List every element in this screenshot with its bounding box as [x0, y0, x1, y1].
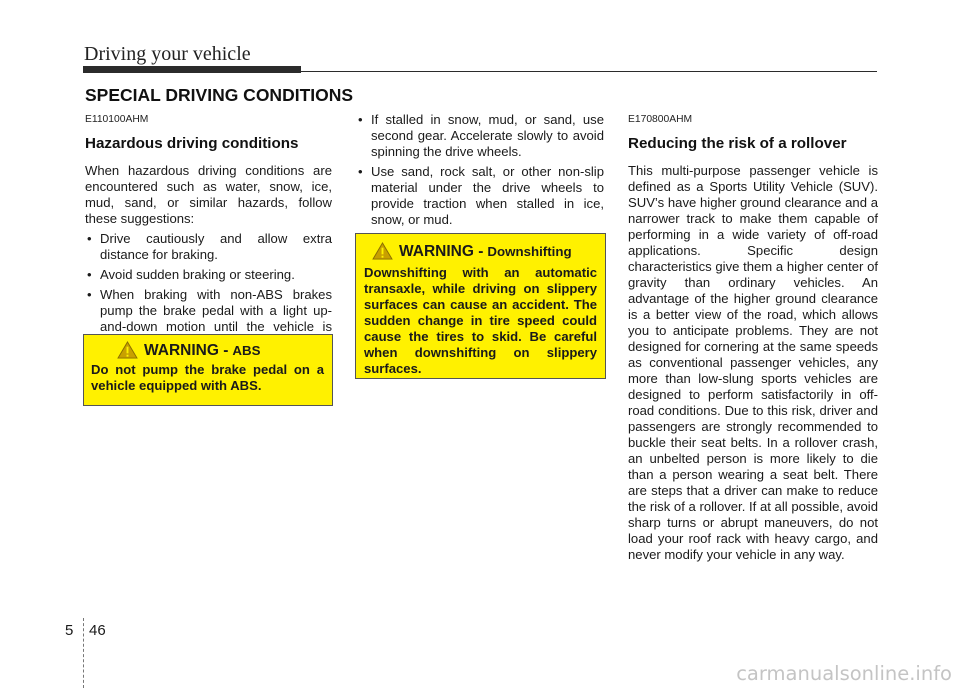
hazardous-heading: Hazardous driving conditions	[85, 135, 299, 152]
warning-topic: Downshifting	[487, 244, 572, 259]
list-item: • Avoid sudden braking or steering.	[85, 267, 332, 283]
warning-box-downshifting	[355, 233, 606, 379]
header-rule	[83, 71, 877, 72]
rollover-body: This multi-purpose passenger vehicle is defined as a Sports Utility Vehicle (SUV). SUV’s have higher ground clearance and a narrower track to make them capable of performing in a wide variety of off-road applications. Specific design characteristics give them a higher center of gravity than ordinary vehicles. An advantage of the higher ground clearance is a better view of the road, which allows you to anticipate problems. They are not designed for cornering at the same speeds as conventional passenger vehicles, any more than low-slung sports vehicles are designed to perform satisfactorily in off-road conditions. Due to this risk, driver and passengers are strongly recommended to buckle their seat belts. In a rollover crash, an unbelted person is more likely to die than a person wearing a seat belt. There are steps that a driver can make to reduce the risk of a rollover. If at all possible, avoid sharp turns or abrupt maneuvers, do not load your roof rack with heavy cargo, and never modify your vehicle in any way.	[628, 163, 878, 562]
left-column	[85, 112, 332, 355]
warning-text: Downshifting with an automatic transaxle, while driving on slippery surfaces can cause an accident. The sudden change in tire speed could cause the tires to skid. Be careful when downshifting on slippery surfaces.	[364, 265, 597, 376]
warning-header	[117, 341, 324, 359]
list-item: • Use sand, rock salt, or other non-slip material under the drive wheels to provide traction when stalled in ice, snow, or mud.	[356, 164, 604, 228]
footer-chapter-number: 5	[65, 622, 74, 639]
warning-header	[372, 242, 597, 260]
hazardous-bullet-list	[85, 231, 332, 351]
list-item: • If stalled in snow, mud, or sand, use second gear. Accelerate slowly to avoid spinning the drive wheels.	[356, 112, 604, 160]
warning-label: WARNING -	[399, 243, 484, 260]
rollover-code: E170800AHM	[628, 114, 693, 125]
hazardous-code: E110100AHM	[85, 114, 149, 125]
chapter-title: Driving your vehicle	[84, 43, 251, 65]
warning-text: Do not pump the brake pedal on a vehicle equipped with ABS.	[91, 362, 324, 393]
warning-triangle-icon	[372, 242, 393, 260]
warning-label: WARNING -	[144, 342, 229, 359]
warning-triangle-icon	[117, 341, 138, 359]
watermark: carmanualsonline.info	[736, 662, 952, 685]
warning-box-abs	[83, 334, 333, 406]
middle-bullet-list	[356, 112, 604, 228]
right-column	[628, 112, 878, 567]
warning-topic: ABS	[232, 343, 261, 358]
middle-column	[356, 112, 604, 232]
footer-page-number: 46	[89, 622, 106, 639]
list-item: • When braking with non-ABS brakes pump the brake pedal with a light up-and-down motion until the vehicle is	[85, 287, 332, 351]
section-title: SPECIAL DRIVING CONDITIONS	[85, 85, 354, 105]
footer-divider	[83, 618, 85, 688]
hazardous-intro: When hazardous driving conditions are encountered such as water, snow, ice, mud, sand, or similar hazards, follow these suggestions:	[85, 163, 332, 226]
rollover-heading: Reducing the risk of a rollover	[628, 135, 847, 152]
list-item: • Drive cautiously and allow extra distance for braking.	[85, 231, 332, 263]
